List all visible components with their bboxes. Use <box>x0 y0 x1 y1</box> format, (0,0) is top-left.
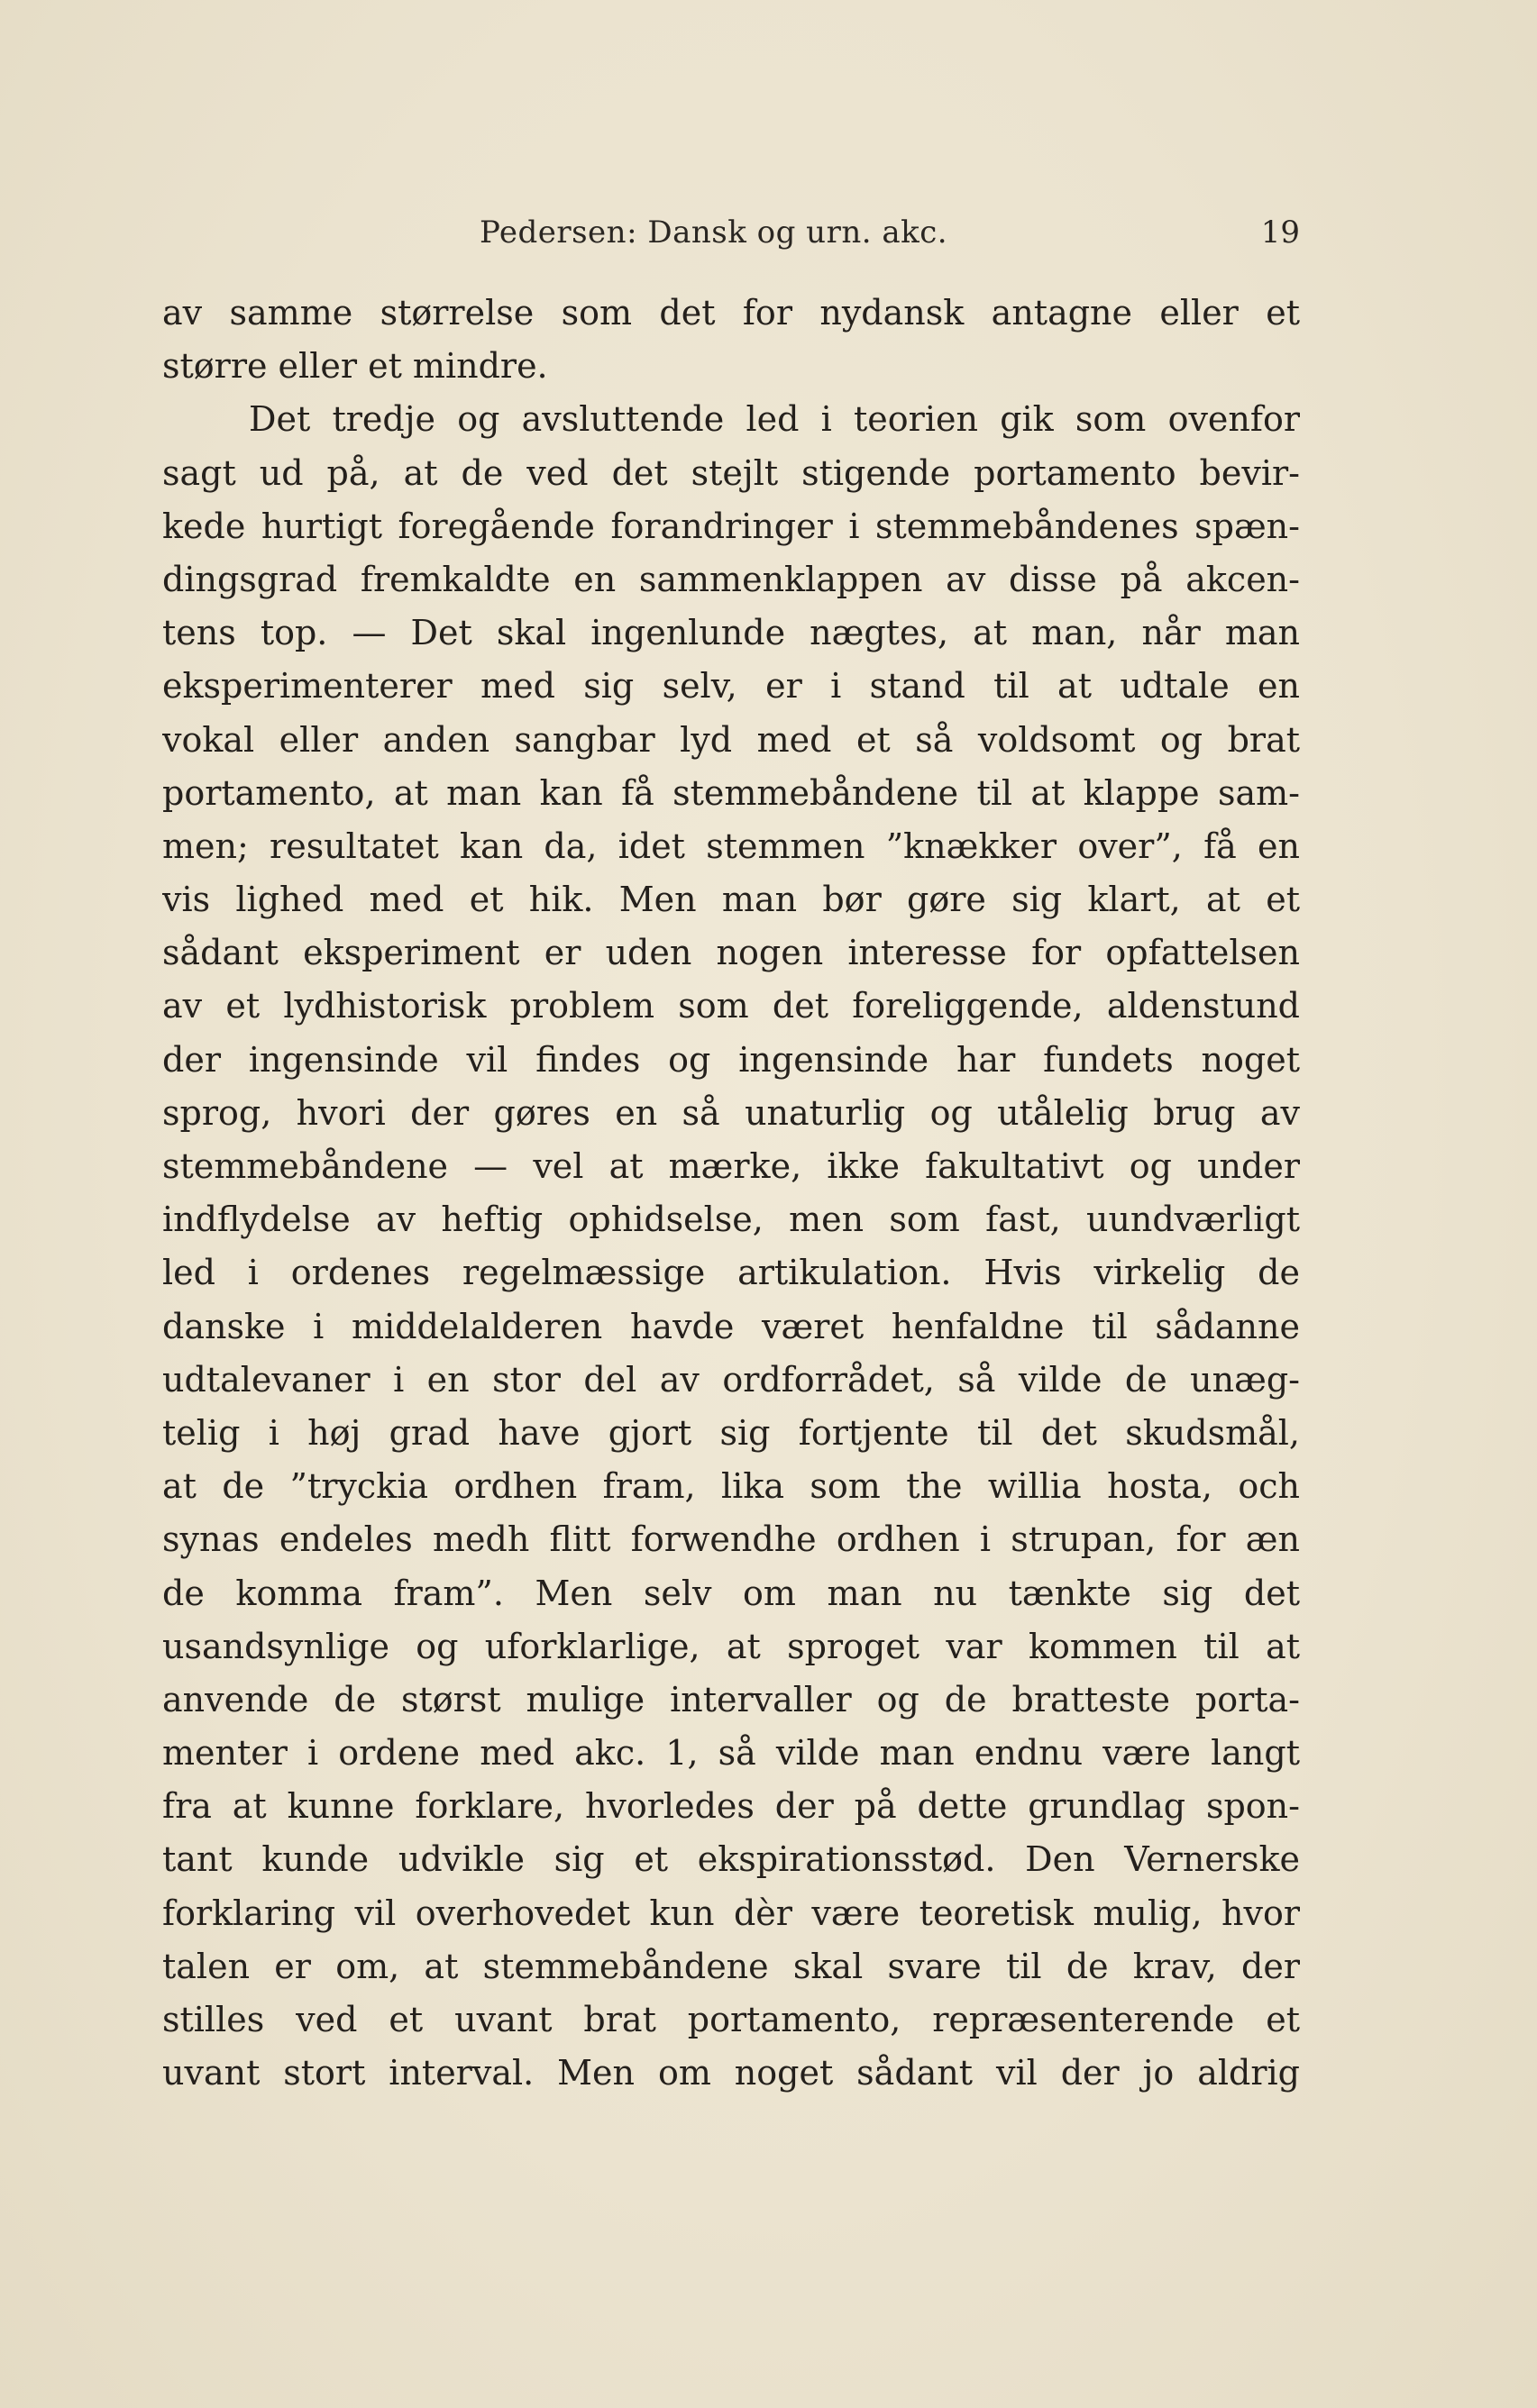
text-line: udtalevaner i en stor del av ordforrådet, så vilde de unæg- <box>162 1359 1300 1400</box>
text-line: tens top. — Det skal ingenlunde nægtes, at man, når man <box>162 613 1300 653</box>
text-line: sprog, hvori der gøres en så unaturlig og utålelig brug av <box>162 1092 1300 1133</box>
text-line: sagt ud på, at de ved det stejlt stigende portamento bevir- <box>162 452 1300 493</box>
text-line: indflydelse av heftig ophidselse, men som fast, uundværligt <box>162 1199 1300 1240</box>
text-line: av et lydhistorisk problem som det foreliggende, aldenstund <box>162 986 1300 1026</box>
text-line: talen er om, at stemmebåndene skal svare til de krav, der <box>162 1946 1300 1986</box>
page-number: 19 <box>1260 214 1300 251</box>
text-line: større eller et mindre. <box>162 346 548 387</box>
text-line: at de ”tryckia ordhen fram, lika som the willia hosta, och <box>162 1466 1300 1507</box>
text-line: usandsynlige og uforklarlige, at sproget var kommen til at <box>162 1626 1300 1666</box>
text-line: stemmebåndene — vel at mærke, ikke fakultativt og under <box>162 1146 1300 1186</box>
text-line: kede hurtigt foregående forandringer i stemmebåndenes spæn- <box>162 506 1300 546</box>
text-line: synas endeles medh flitt forwendhe ordhen i strupan, for æn <box>162 1519 1300 1560</box>
text-line: portamento, at man kan få stemmebåndene til at klappe sam- <box>162 772 1300 813</box>
text-line: der ingensinde vil findes og ingensinde har fundets noget <box>162 1039 1300 1080</box>
text-line: anvende de størst mulige intervaller og de bratteste porta- <box>162 1679 1300 1719</box>
text-line: stilles ved et uvant brat portamento, repræsenterende et <box>162 2000 1300 2039</box>
text-line: eksperimenterer med sig selv, er i stand til at udtale en <box>162 666 1300 707</box>
body-text <box>162 287 1300 2100</box>
text-line: menter i ordene med akc. 1, så vilde man endnu være langt <box>162 1733 1300 1774</box>
text-line: de komma fram”. Men selv om man nu tænkte sig det <box>162 1573 1300 1613</box>
text-line: danske i middelalderen havde været henfaldne til sådanne <box>162 1306 1300 1346</box>
running-title: Pedersen: Dansk og urn. akc. <box>480 214 948 251</box>
text-line: av samme størrelse som det for nydansk antagne eller et <box>162 293 1300 333</box>
text-line: vis lighed med et hik. Men man bør gøre sig klart, at et <box>162 880 1300 920</box>
text-line: forklaring vil overhovedet kun dèr være teoretisk mulig, hvor <box>162 1893 1300 1933</box>
running-head <box>162 214 1300 260</box>
text-line: sådant eksperiment er uden nogen interesse for opfattelsen <box>162 933 1300 973</box>
text-line: dingsgrad fremkaldte en sammenklappen av disse på akcen- <box>162 559 1300 599</box>
text-line: uvant stort interval. Men om noget sådant vil der jo aldrig <box>162 2053 1300 2093</box>
text-line: telig i høj grad have gjort sig fortjente til det skudsmål, <box>162 1412 1300 1453</box>
text-line: Det tredje og avsluttende led i teorien gik som ovenfor <box>249 399 1300 440</box>
text-line: fra at kunne forklare, hvorledes der på dette grundlag spon- <box>162 1786 1300 1827</box>
text-line: tant kunde udvikle sig et ekspirationsstød. Den Vernerske <box>162 1839 1300 1880</box>
text-line: led i ordenes regelmæssige artikulation. Hvis virkelig de <box>162 1253 1300 1293</box>
text-line: vokal eller anden sangbar lyd med et så voldsomt og brat <box>162 719 1300 760</box>
text-line: men; resultatet kan da, idet stemmen ”knækker over”, få en <box>162 825 1300 866</box>
